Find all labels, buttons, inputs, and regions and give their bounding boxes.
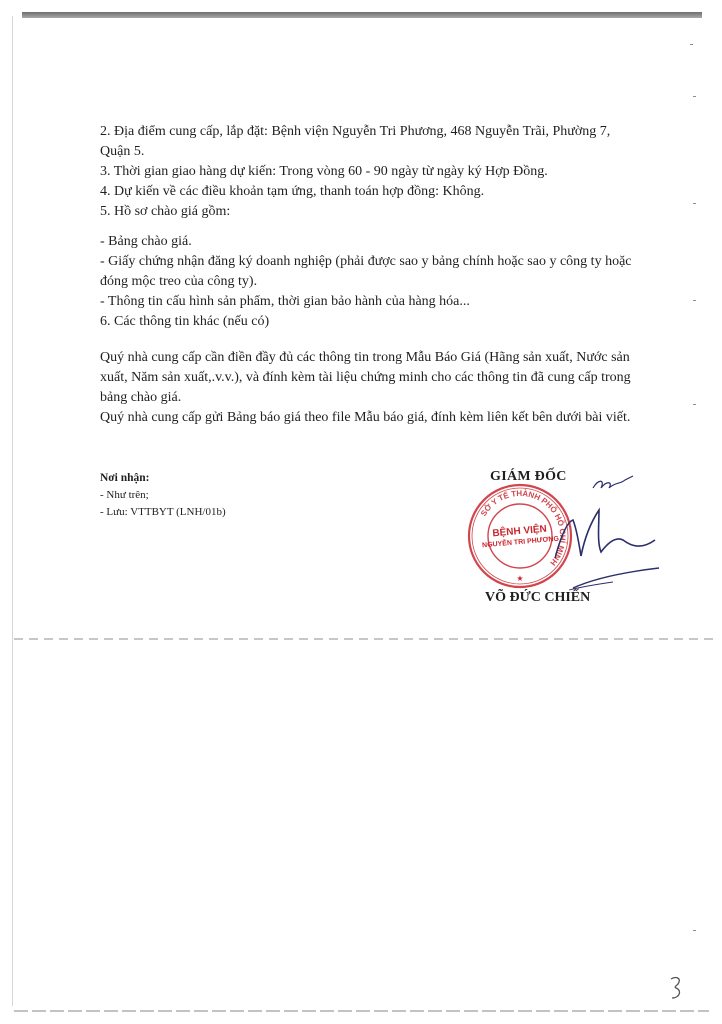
- dossier-item-business-license: - Giấy chứng nhận đăng ký doanh nghiệp (phải được sao y bảng chính hoặc sao y công ty hoặc đóng mộc treo của công ty).: [100, 254, 632, 289]
- page-fold-line: [14, 638, 714, 640]
- scan-bottom-edge: [14, 1010, 709, 1012]
- seal-ring-text: SỞ Y TẾ THÀNH PHỐ HỒ CHÍ MINH: [478, 488, 568, 568]
- scan-mark: [693, 300, 696, 301]
- handwritten-signature: [555, 470, 675, 610]
- svg-text:★: ★: [516, 574, 524, 583]
- dossier-item-quotation: - Bảng chào giá.: [100, 234, 192, 249]
- signatory-name: VÕ ĐỨC CHIẾN: [485, 590, 591, 605]
- quotation-dossier-heading: 5. Hồ sơ chào giá gồm:: [100, 204, 231, 219]
- seal-center-line-2: NGUYỄN TRI PHƯƠNG: [481, 535, 560, 549]
- delivery-time-paragraph: 3. Thời gian giao hàng dự kiến: Trong vòng 60 - 90 ngày từ ngày ký Hợp Đồng.: [100, 164, 548, 179]
- scan-left-edge: [12, 16, 13, 1006]
- seal-center-line-1: BỆNH VIỆN: [491, 523, 548, 539]
- scan-mark: [690, 44, 693, 45]
- scan-mark: [693, 404, 696, 405]
- recipient-item: - Lưu: VTTBYT (LNH/01b): [100, 506, 226, 518]
- payment-terms-paragraph: 4. Dự kiến về các điều khoản tạm ứng, thanh toán hợp đồng: Không.: [100, 184, 485, 199]
- signatory-title: GIÁM ĐỐC: [490, 469, 567, 484]
- recipients-block: [100, 470, 226, 521]
- document-body: [100, 122, 640, 428]
- scan-mark: [693, 203, 696, 204]
- dossier-item-product-info: - Thông tin cấu hình sản phẩm, thời gian bảo hành của hàng hóa...: [100, 294, 470, 309]
- scan-mark: [693, 930, 696, 931]
- handwritten-page-number: [668, 976, 684, 1000]
- scan-top-edge: [22, 12, 702, 18]
- delivery-location-paragraph: 2. Địa điểm cung cấp, lắp đặt: Bệnh viện Nguyễn Tri Phương, 468 Nguyễn Trãi, Phường 7, Quận 5.: [100, 124, 611, 159]
- recipient-item: - Như trên;: [100, 489, 149, 501]
- scan-mark: [693, 96, 696, 97]
- submission-instruction-paragraph: Quý nhà cung cấp gửi Bảng báo giá theo file Mẫu báo giá, đính kèm liên kết bên dưới bài viết.: [100, 410, 631, 425]
- recipients-title: Nơi nhận:: [100, 472, 150, 484]
- supplier-instruction-paragraph: Quý nhà cung cấp cần điền đầy đủ các thông tin trong Mẫu Báo Giá (Hãng sản xuất, Nước sản xuất, Năm sản xuất,.v.v.), và đính kèm tài liệu chứng minh cho các thông tin đã cung cấp trong bảng chào giá.: [100, 350, 631, 405]
- other-info-paragraph: 6. Các thông tin khác (nếu có): [100, 314, 270, 329]
